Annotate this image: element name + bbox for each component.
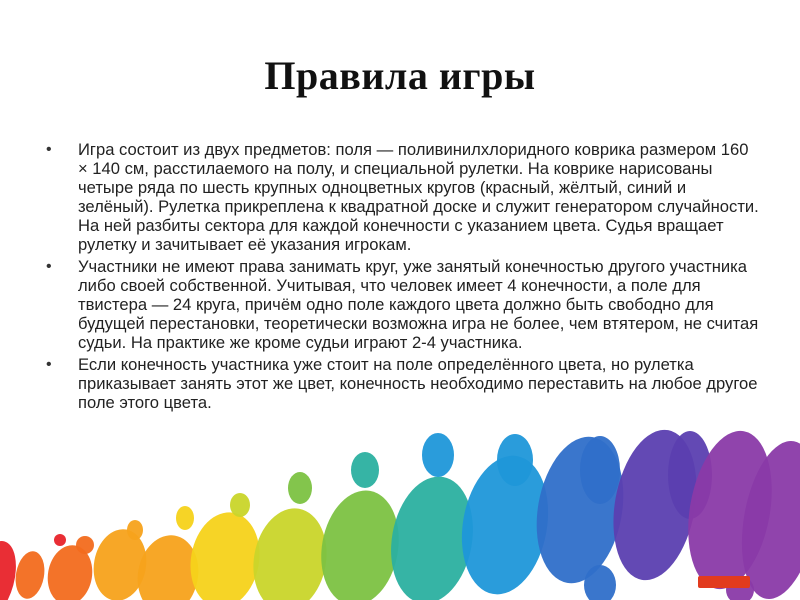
decor-dot <box>497 434 533 486</box>
slide-title: Правила игры <box>264 53 536 98</box>
watermark-badge <box>698 576 750 588</box>
bullet-text: Если конечность участника уже стоит на поле определённого цвета, но рулетка приказывает занять этот же цвет, конечность необходимо переставить на любое другое поле этого цвета. <box>78 355 758 412</box>
bullet-icon: • <box>46 141 52 158</box>
bullet-icon: • <box>46 258 52 275</box>
decor-dot <box>351 452 379 488</box>
bullet-text: Игра состоит из двух предметов: поля — поливинилхлоридного коврика размером 160 × 140 см, расстилаемого на полу, и специальной рулетки. На коврике нарисованы четыре ряда по шесть крупных одноцветных кругов (красный, жёлтый, синий и зелёный). Рулетка прикреплена к квадратной доске и служит генератором случайности. На ней разбиты сектора для каждой конечности с указанием цвета. Судья вращает рулетку и зачитывает её указания игрокам. <box>78 140 759 254</box>
decor-dot <box>76 536 94 554</box>
bullet-item <box>46 355 762 412</box>
bullet-item <box>46 257 762 352</box>
bullet-icon: • <box>46 356 52 373</box>
decor-dot <box>54 534 66 546</box>
decor-dot <box>176 506 194 530</box>
decor-dot <box>183 507 267 600</box>
decor-dot <box>580 436 620 504</box>
decor-dot <box>288 472 312 504</box>
decor-dot <box>422 433 454 477</box>
decor-dot <box>230 493 250 517</box>
bullet-item <box>46 140 762 254</box>
decor-dot <box>12 549 48 600</box>
decor-dot <box>246 503 335 600</box>
decor-dot <box>127 520 143 540</box>
bullet-text: Участники не имеют права занимать круг, уже занятый конечностью другого участника либо своей собственной. Учитывая, что человек имеет 4 конечности, а поле для твистера — 24 круга, причём одно поле каждого цвета должно быть свободно для будущей перестановки, теоретически возможна игра не более, чем втятером, не считая судьи. На практике же кроме судьи играют 2-4 участника. <box>78 257 759 352</box>
bullet-list <box>46 140 762 415</box>
